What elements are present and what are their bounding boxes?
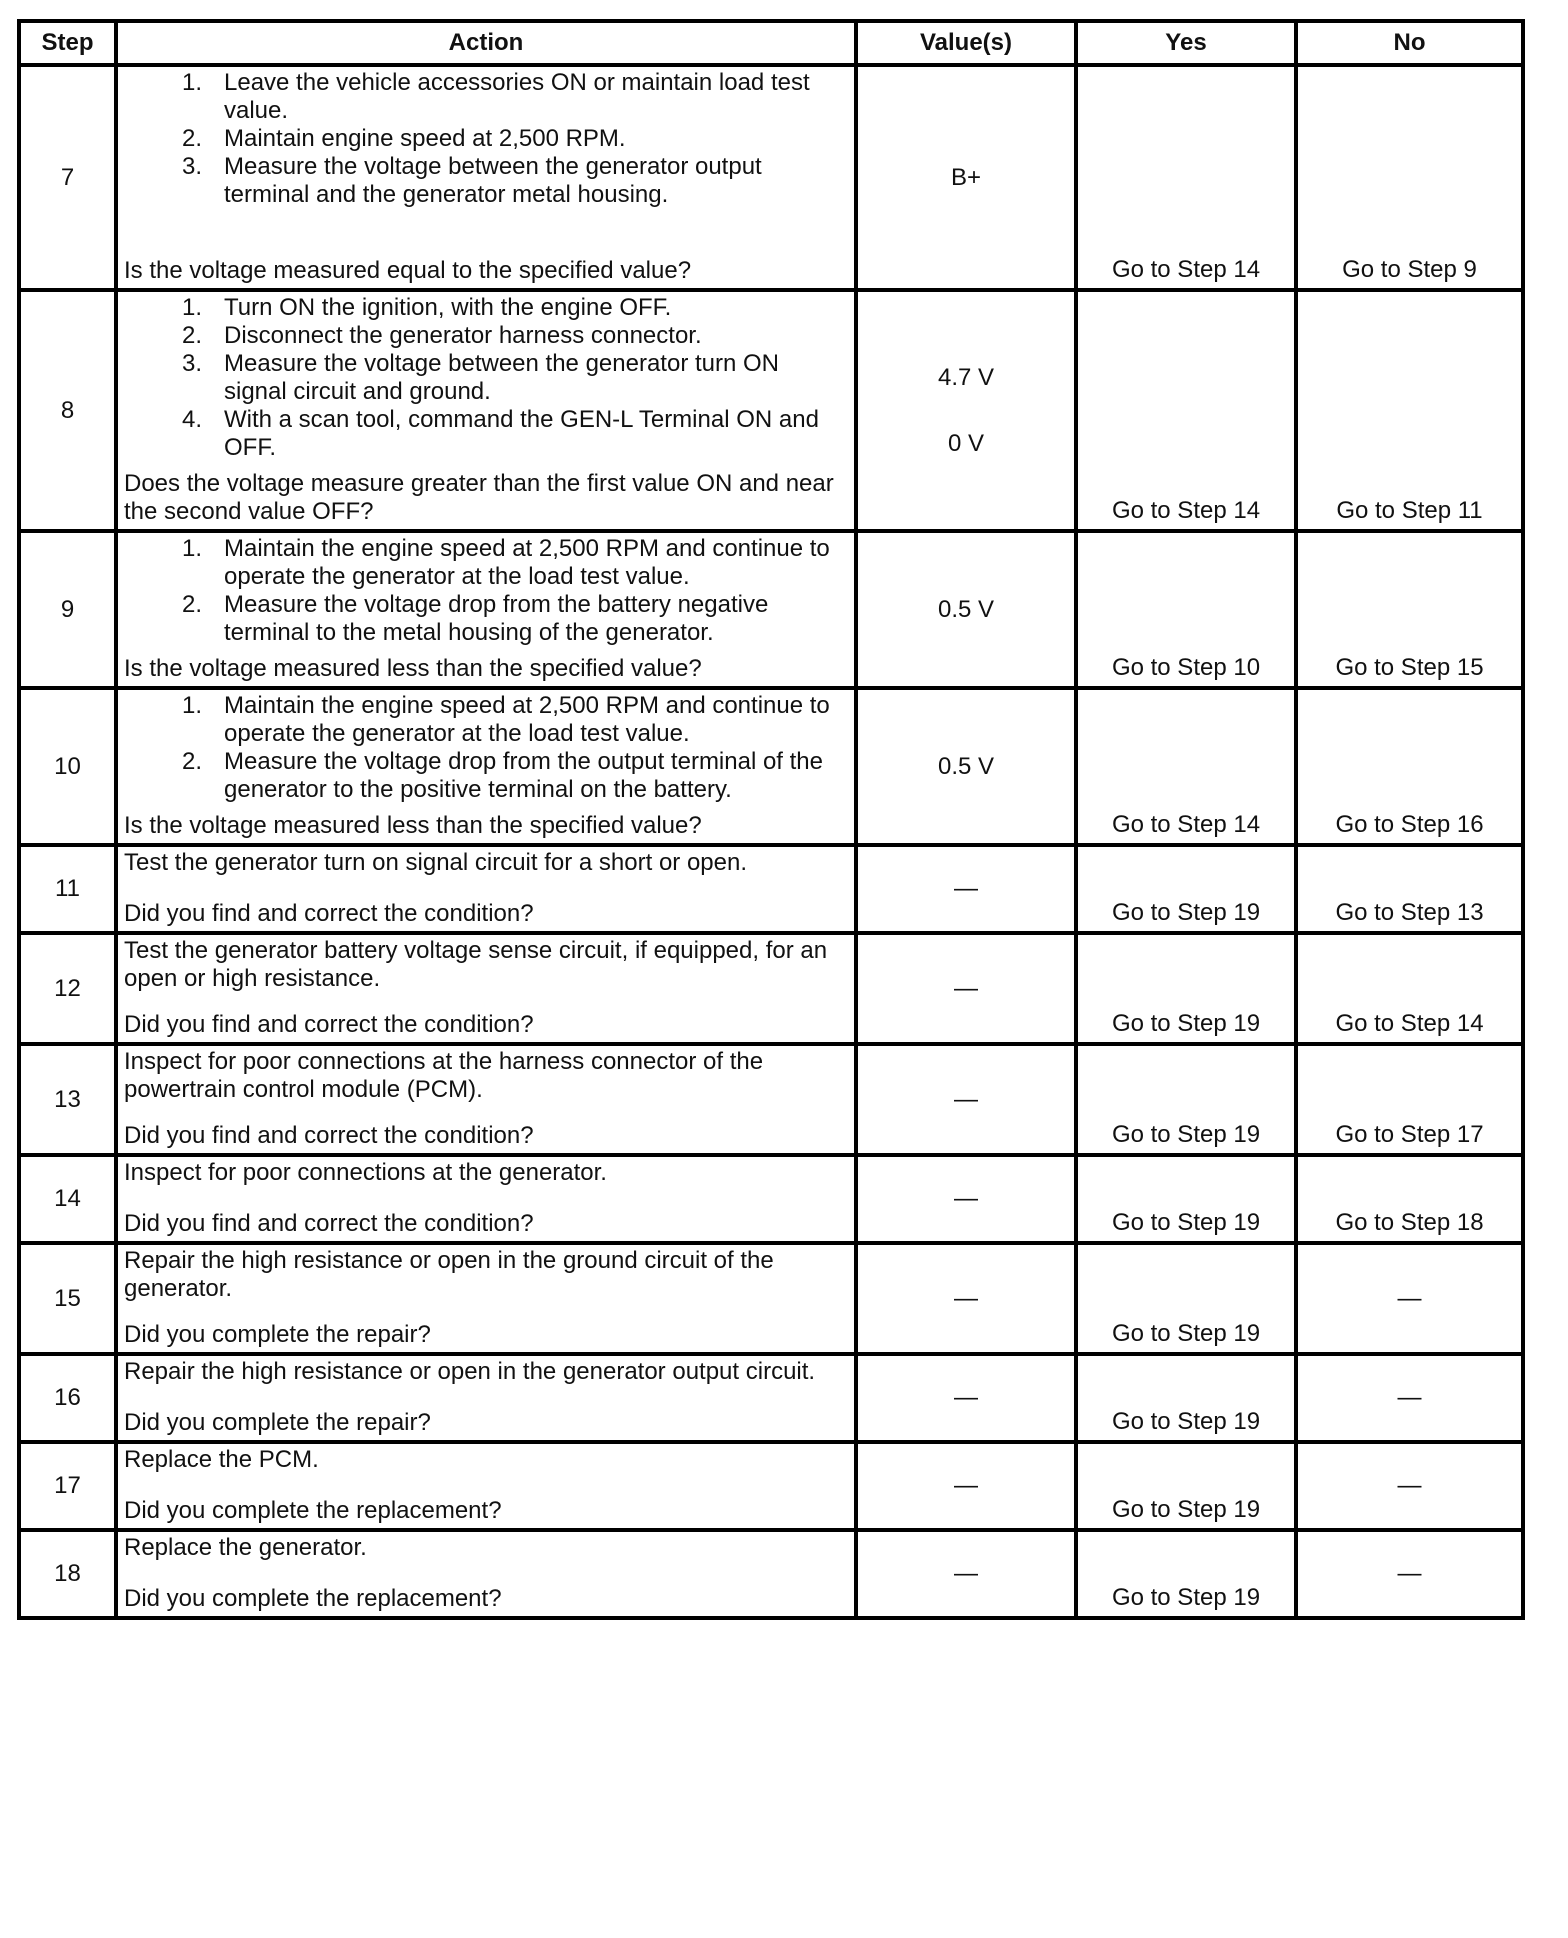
action-step-item — [124, 69, 848, 125]
no-result: Go to Step 14 — [1335, 1010, 1484, 1037]
no-cell — [1296, 1442, 1523, 1530]
step-number: 14 — [19, 1155, 116, 1243]
action-step-number: 2. — [181, 322, 202, 349]
header-action: Action — [116, 21, 856, 65]
action-text: Replace the PCM. — [124, 1446, 319, 1473]
action-cell — [116, 290, 856, 531]
action-question: Did you complete the repair? — [124, 1409, 431, 1436]
value-text: — — [954, 1284, 978, 1312]
value-text: — — [954, 875, 978, 902]
action-cell — [116, 65, 856, 290]
step-number: 15 — [19, 1243, 116, 1354]
step-number: 18 — [19, 1530, 116, 1618]
table-row — [19, 290, 1523, 531]
no-result: — — [1397, 1472, 1422, 1499]
action-cell — [116, 1155, 856, 1243]
action-step-item — [124, 294, 848, 322]
value-text: — — [954, 1085, 978, 1113]
values-cell — [856, 1155, 1076, 1243]
action-question: Did you find and correct the condition? — [124, 1122, 534, 1149]
action-question: Does the voltage measure greater than the first value ON and near the second value OFF? — [124, 470, 834, 525]
no-result: Go to Step 9 — [1342, 256, 1477, 283]
no-cell — [1296, 1243, 1523, 1354]
action-step-number: 3. — [181, 350, 202, 377]
action-steps-list — [124, 535, 848, 647]
action-cell — [116, 1354, 856, 1442]
value-text: — — [954, 974, 978, 1002]
action-step-item — [124, 322, 848, 350]
values-cell — [856, 688, 1076, 845]
step-number: 13 — [19, 1044, 116, 1155]
action-step-text: Turn ON the ignition, with the engine OFF. — [224, 294, 672, 321]
yes-cell — [1076, 1243, 1296, 1354]
value-text: — — [954, 1560, 978, 1587]
no-result: Go to Step 11 — [1336, 497, 1483, 524]
yes-cell — [1076, 1354, 1296, 1442]
no-cell — [1296, 688, 1523, 845]
yes-result: Go to Step 19 — [1111, 1408, 1261, 1435]
header-yes: Yes — [1076, 21, 1296, 65]
yes-cell — [1076, 933, 1296, 1044]
action-step-item — [124, 535, 848, 591]
values-cell — [856, 1044, 1076, 1155]
no-cell — [1296, 1155, 1523, 1243]
action-step-number: 2. — [181, 591, 202, 618]
action-step-item — [124, 153, 848, 209]
table-row — [19, 1044, 1523, 1155]
action-question: Did you find and correct the condition? — [124, 1210, 534, 1237]
values-cell — [856, 845, 1076, 933]
action-step-text: Maintain engine speed at 2,500 RPM. — [224, 125, 626, 152]
no-cell — [1296, 531, 1523, 688]
yes-result: Go to Step 19 — [1111, 899, 1261, 926]
no-result: Go to Step 13 — [1335, 899, 1484, 926]
yes-cell — [1076, 688, 1296, 845]
table-row — [19, 65, 1523, 290]
action-step-number: 4. — [181, 406, 202, 433]
yes-cell — [1076, 65, 1296, 290]
step-number: 8 — [19, 290, 116, 531]
table-row — [19, 1243, 1523, 1354]
action-question: Did you complete the replacement? — [124, 1585, 502, 1612]
no-cell — [1296, 845, 1523, 933]
yes-cell — [1076, 1155, 1296, 1243]
value-text: — — [954, 1185, 978, 1212]
value-text: — — [954, 1384, 978, 1411]
yes-result: Go to Step 14 — [1111, 811, 1261, 838]
no-cell — [1296, 1044, 1523, 1155]
no-result: Go to Step 15 — [1335, 654, 1484, 681]
no-cell — [1296, 933, 1523, 1044]
action-step-number: 1. — [181, 294, 202, 321]
action-step-item — [124, 692, 848, 748]
step-number: 17 — [19, 1442, 116, 1530]
yes-cell — [1076, 1442, 1296, 1530]
action-step-item — [124, 591, 848, 647]
action-question: Is the voltage measured less than the specified value? — [124, 655, 702, 682]
yes-result: Go to Step 10 — [1111, 654, 1261, 681]
values-cell — [856, 1354, 1076, 1442]
values-cell — [856, 1442, 1076, 1530]
action-steps-list — [124, 692, 848, 804]
action-step-number: 1. — [181, 535, 202, 562]
step-number: 9 — [19, 531, 116, 688]
table-row — [19, 1155, 1523, 1243]
value-text: 0.5 V — [937, 752, 995, 780]
step-number: 16 — [19, 1354, 116, 1442]
action-step-number: 3. — [181, 153, 202, 180]
action-step-text: Measure the voltage drop from the battery negative terminal to the metal housing of the generator. — [224, 591, 769, 646]
yes-cell — [1076, 531, 1296, 688]
values-cell — [856, 531, 1076, 688]
action-step-text: Maintain the engine speed at 2,500 RPM and continue to operate the generator at the load test value. — [224, 535, 830, 590]
table-row — [19, 1354, 1523, 1442]
action-text: Repair the high resistance or open in the ground circuit of the generator. — [124, 1247, 774, 1302]
action-question: Did you find and correct the condition? — [124, 900, 534, 927]
action-step-number: 2. — [181, 125, 202, 152]
no-cell — [1296, 1530, 1523, 1618]
action-step-number: 2. — [181, 748, 202, 775]
action-step-item — [124, 125, 848, 153]
value-text: — — [954, 1472, 978, 1499]
no-result: Go to Step 16 — [1335, 811, 1484, 838]
action-step-number: 1. — [181, 692, 202, 719]
action-text: Test the generator battery voltage sense circuit, if equipped, for an open or high resistance. — [124, 937, 828, 992]
action-steps-list — [124, 294, 848, 462]
yes-cell — [1076, 1530, 1296, 1618]
action-question: Is the voltage measured equal to the specified value? — [124, 257, 692, 284]
table-row — [19, 845, 1523, 933]
step-number: 7 — [19, 65, 116, 290]
action-cell — [116, 531, 856, 688]
no-result: — — [1397, 1560, 1422, 1587]
action-text: Repair the high resistance or open in the generator output circuit. — [124, 1358, 816, 1385]
action-text: Replace the generator. — [124, 1534, 367, 1561]
action-step-number: 1. — [181, 69, 202, 96]
no-cell — [1296, 290, 1523, 531]
yes-result: Go to Step 14 — [1111, 497, 1261, 524]
action-cell — [116, 1530, 856, 1618]
header-no: No — [1296, 21, 1523, 65]
action-step-item — [124, 748, 848, 804]
action-text: Test the generator turn on signal circuit for a short or open. — [124, 849, 748, 876]
yes-result: Go to Step 14 — [1111, 256, 1261, 283]
values-cell — [856, 290, 1076, 531]
yes-result: Go to Step 19 — [1111, 1320, 1261, 1347]
header-row — [19, 21, 1523, 65]
no-result: — — [1397, 1284, 1422, 1312]
table-row — [19, 1442, 1523, 1530]
step-number: 12 — [19, 933, 116, 1044]
action-step-item — [124, 350, 848, 406]
table-row — [19, 531, 1523, 688]
value-text: 0 V — [947, 429, 985, 457]
action-step-item — [124, 406, 848, 462]
action-question: Did you complete the repair? — [124, 1321, 431, 1348]
no-result: Go to Step 18 — [1335, 1209, 1484, 1236]
value-text: 0.5 V — [937, 595, 995, 623]
action-question: Is the voltage measured less than the specified value? — [124, 812, 702, 839]
yes-result: Go to Step 19 — [1111, 1584, 1261, 1611]
action-step-text: Measure the voltage between the generator output terminal and the generator metal housing. — [224, 153, 762, 208]
action-question: Did you complete the replacement? — [124, 1497, 502, 1524]
no-cell — [1296, 65, 1523, 290]
no-result: — — [1397, 1384, 1422, 1411]
table-row — [19, 688, 1523, 845]
action-text: Inspect for poor connections at the harness connector of the powertrain control module (PCM). — [124, 1048, 764, 1103]
yes-cell — [1076, 845, 1296, 933]
action-cell — [116, 1243, 856, 1354]
action-cell — [116, 688, 856, 845]
yes-result: Go to Step 19 — [1111, 1496, 1261, 1523]
action-cell — [116, 1442, 856, 1530]
action-step-text: Disconnect the generator harness connector. — [224, 322, 702, 349]
values-cell — [856, 1530, 1076, 1618]
yes-result: Go to Step 19 — [1111, 1121, 1261, 1148]
header-step: Step — [19, 21, 116, 65]
step-number: 11 — [19, 845, 116, 933]
yes-result: Go to Step 19 — [1111, 1010, 1261, 1037]
yes-cell — [1076, 290, 1296, 531]
action-cell — [116, 933, 856, 1044]
action-cell — [116, 1044, 856, 1155]
table-row — [19, 1530, 1523, 1618]
step-number: 10 — [19, 688, 116, 845]
action-step-text: Measure the voltage drop from the output terminal of the generator to the positive terminal on the battery. — [224, 748, 824, 803]
action-step-text: Leave the vehicle accessories ON or maintain load test value. — [224, 69, 810, 124]
values-cell — [856, 1243, 1076, 1354]
values-cell — [856, 933, 1076, 1044]
action-step-text: With a scan tool, command the GEN-L Terminal ON and OFF. — [224, 406, 819, 461]
yes-result: Go to Step 19 — [1111, 1209, 1261, 1236]
action-steps-list — [124, 69, 848, 209]
action-cell — [116, 845, 856, 933]
action-step-text: Maintain the engine speed at 2,500 RPM and continue to operate the generator at the load test value. — [224, 692, 830, 747]
table-row — [19, 933, 1523, 1044]
values-cell — [856, 65, 1076, 290]
no-cell — [1296, 1354, 1523, 1442]
no-result: Go to Step 17 — [1335, 1121, 1484, 1148]
value-text: 4.7 V — [937, 363, 995, 391]
action-question: Did you find and correct the condition? — [124, 1011, 534, 1038]
diagnostic-table — [17, 19, 1525, 1620]
action-text: Inspect for poor connections at the generator. — [124, 1159, 607, 1186]
action-step-text: Measure the voltage between the generator turn ON signal circuit and ground. — [224, 350, 779, 405]
value-text: B+ — [950, 163, 982, 191]
yes-cell — [1076, 1044, 1296, 1155]
header-values: Value(s) — [856, 21, 1076, 65]
